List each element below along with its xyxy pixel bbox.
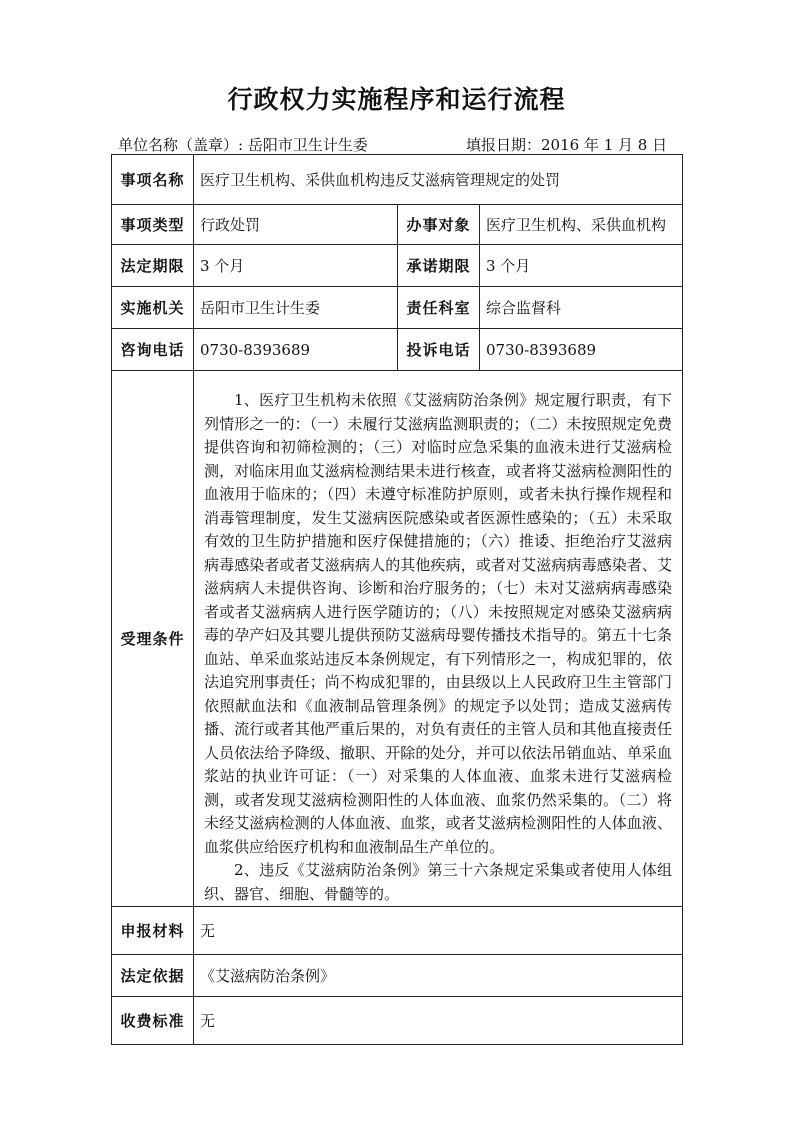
conditions-paragraph-2: 2、违反《艾滋病防治条例》第三十六条规定采集或者使用人体组织、器官、细胞、骨髓等的。 [204,861,673,903]
page-title: 行政权力实施程序和运行流程 [227,85,566,114]
label-item-type: 事项类型 [112,205,194,245]
row-item-type [112,205,683,245]
row-fee [112,997,683,1045]
label-target: 办事对象 [398,205,480,245]
value-legal-basis: 《艾滋病防治条例》 [194,955,683,997]
label-materials: 申报材料 [112,907,194,955]
label-item-name: 事项名称 [112,155,194,205]
label-consult-phone: 咨询电话 [112,329,194,371]
value-materials: 无 [194,907,683,955]
value-promise-period: 3 个月 [480,245,683,287]
fill-date-line: 填报日期：2016 年 1 月 8 日 [466,136,668,154]
row-agency [112,287,683,329]
label-conditions: 受理条件 [112,371,194,907]
label-promise-period: 承诺期限 [398,245,480,287]
label-dept: 责任科室 [398,287,480,329]
row-legal-basis [112,955,683,997]
value-dept: 综合监督科 [480,287,683,329]
value-item-name: 医疗卫生机构、采供血机构违反艾滋病管理规定的处罚 [194,155,683,205]
row-item-name [112,155,683,205]
label-legal-period: 法定期限 [112,245,194,287]
value-conditions [194,371,688,907]
value-fee: 无 [194,997,683,1045]
value-legal-period: 3 个月 [194,245,398,287]
value-complaint-phone: 0730-8393689 [480,329,683,371]
value-item-type: 行政处罚 [194,205,398,245]
row-periods [112,245,683,287]
label-complaint-phone: 投诉电话 [398,329,480,371]
unit-name-line: 单位名称（盖章）: 岳阳市卫生计生委 [118,136,368,154]
value-agency: 岳阳市卫生计生委 [194,287,398,329]
row-materials [112,907,683,955]
label-fee: 收费标准 [112,997,194,1045]
label-legal-basis: 法定依据 [112,955,194,997]
form-table [111,154,688,1045]
row-phones [112,329,683,371]
row-conditions [112,371,683,907]
conditions-paragraph-1: 1、医疗卫生机构未依照《艾滋病防治条例》规定履行职责，有下列情形之一的：（一）未履行艾滋病监测职责的；（二）未按照规定免费提供咨询和初筛检测的；（三）对临时应急采集的血液未进行艾滋病检测，对临床用血艾滋病检测结果未进行核查，或者将艾滋病检测阳性的血液用于临床的；（四）未遵守标准防护原则，或者未执行操作规程和消毒管理制度，发生艾滋病医院感染或者医源性感染的；（五）未采取有效的卫生防护措施和医疗保健措施的；（六）推诿、拒绝治疗艾滋病病毒感染者或者艾滋病病人的其他疾病，或者对艾滋病病毒感染者、艾滋病病人未提供咨询、诊断和治疗服务的；（七）未对艾滋病病毒感染者或者艾滋病病人进行医学随访的；（八）未按照规定对感染艾滋病病毒的孕产妇及其婴儿提供预防艾滋病母婴传播技术指导的。第五十七条 血站、单采血浆站违反本条例规定，有下列情形之一，构成犯罪的，依法追究刑事责任；尚不构成犯罪的，由县级以上人民政府卫生主管部门依照献血法和《血液制品管理条例》的规定予以处罚；造成艾滋病传播、流行或者其他严重后果的，对负有责任的主管人员和其他直接责任人员依法给予降级、撤职、开除的处分，并可以依法吊销血站、单采血浆站的执业许可证：（一）对采集的人体血液、血浆未进行艾滋病检测，或者发现艾滋病检测阳性的人体血液、血浆仍然采集的。（二）将未经艾滋病检测的人体血液、血浆，或者艾滋病检测阳性的人体血液、血浆供应给医疗机构和血液制品生产单位的。 [204,391,688,856]
value-consult-phone: 0730-8393689 [194,329,398,371]
label-agency: 实施机关 [112,287,194,329]
value-target: 医疗卫生机构、采供血机构 [480,205,683,245]
